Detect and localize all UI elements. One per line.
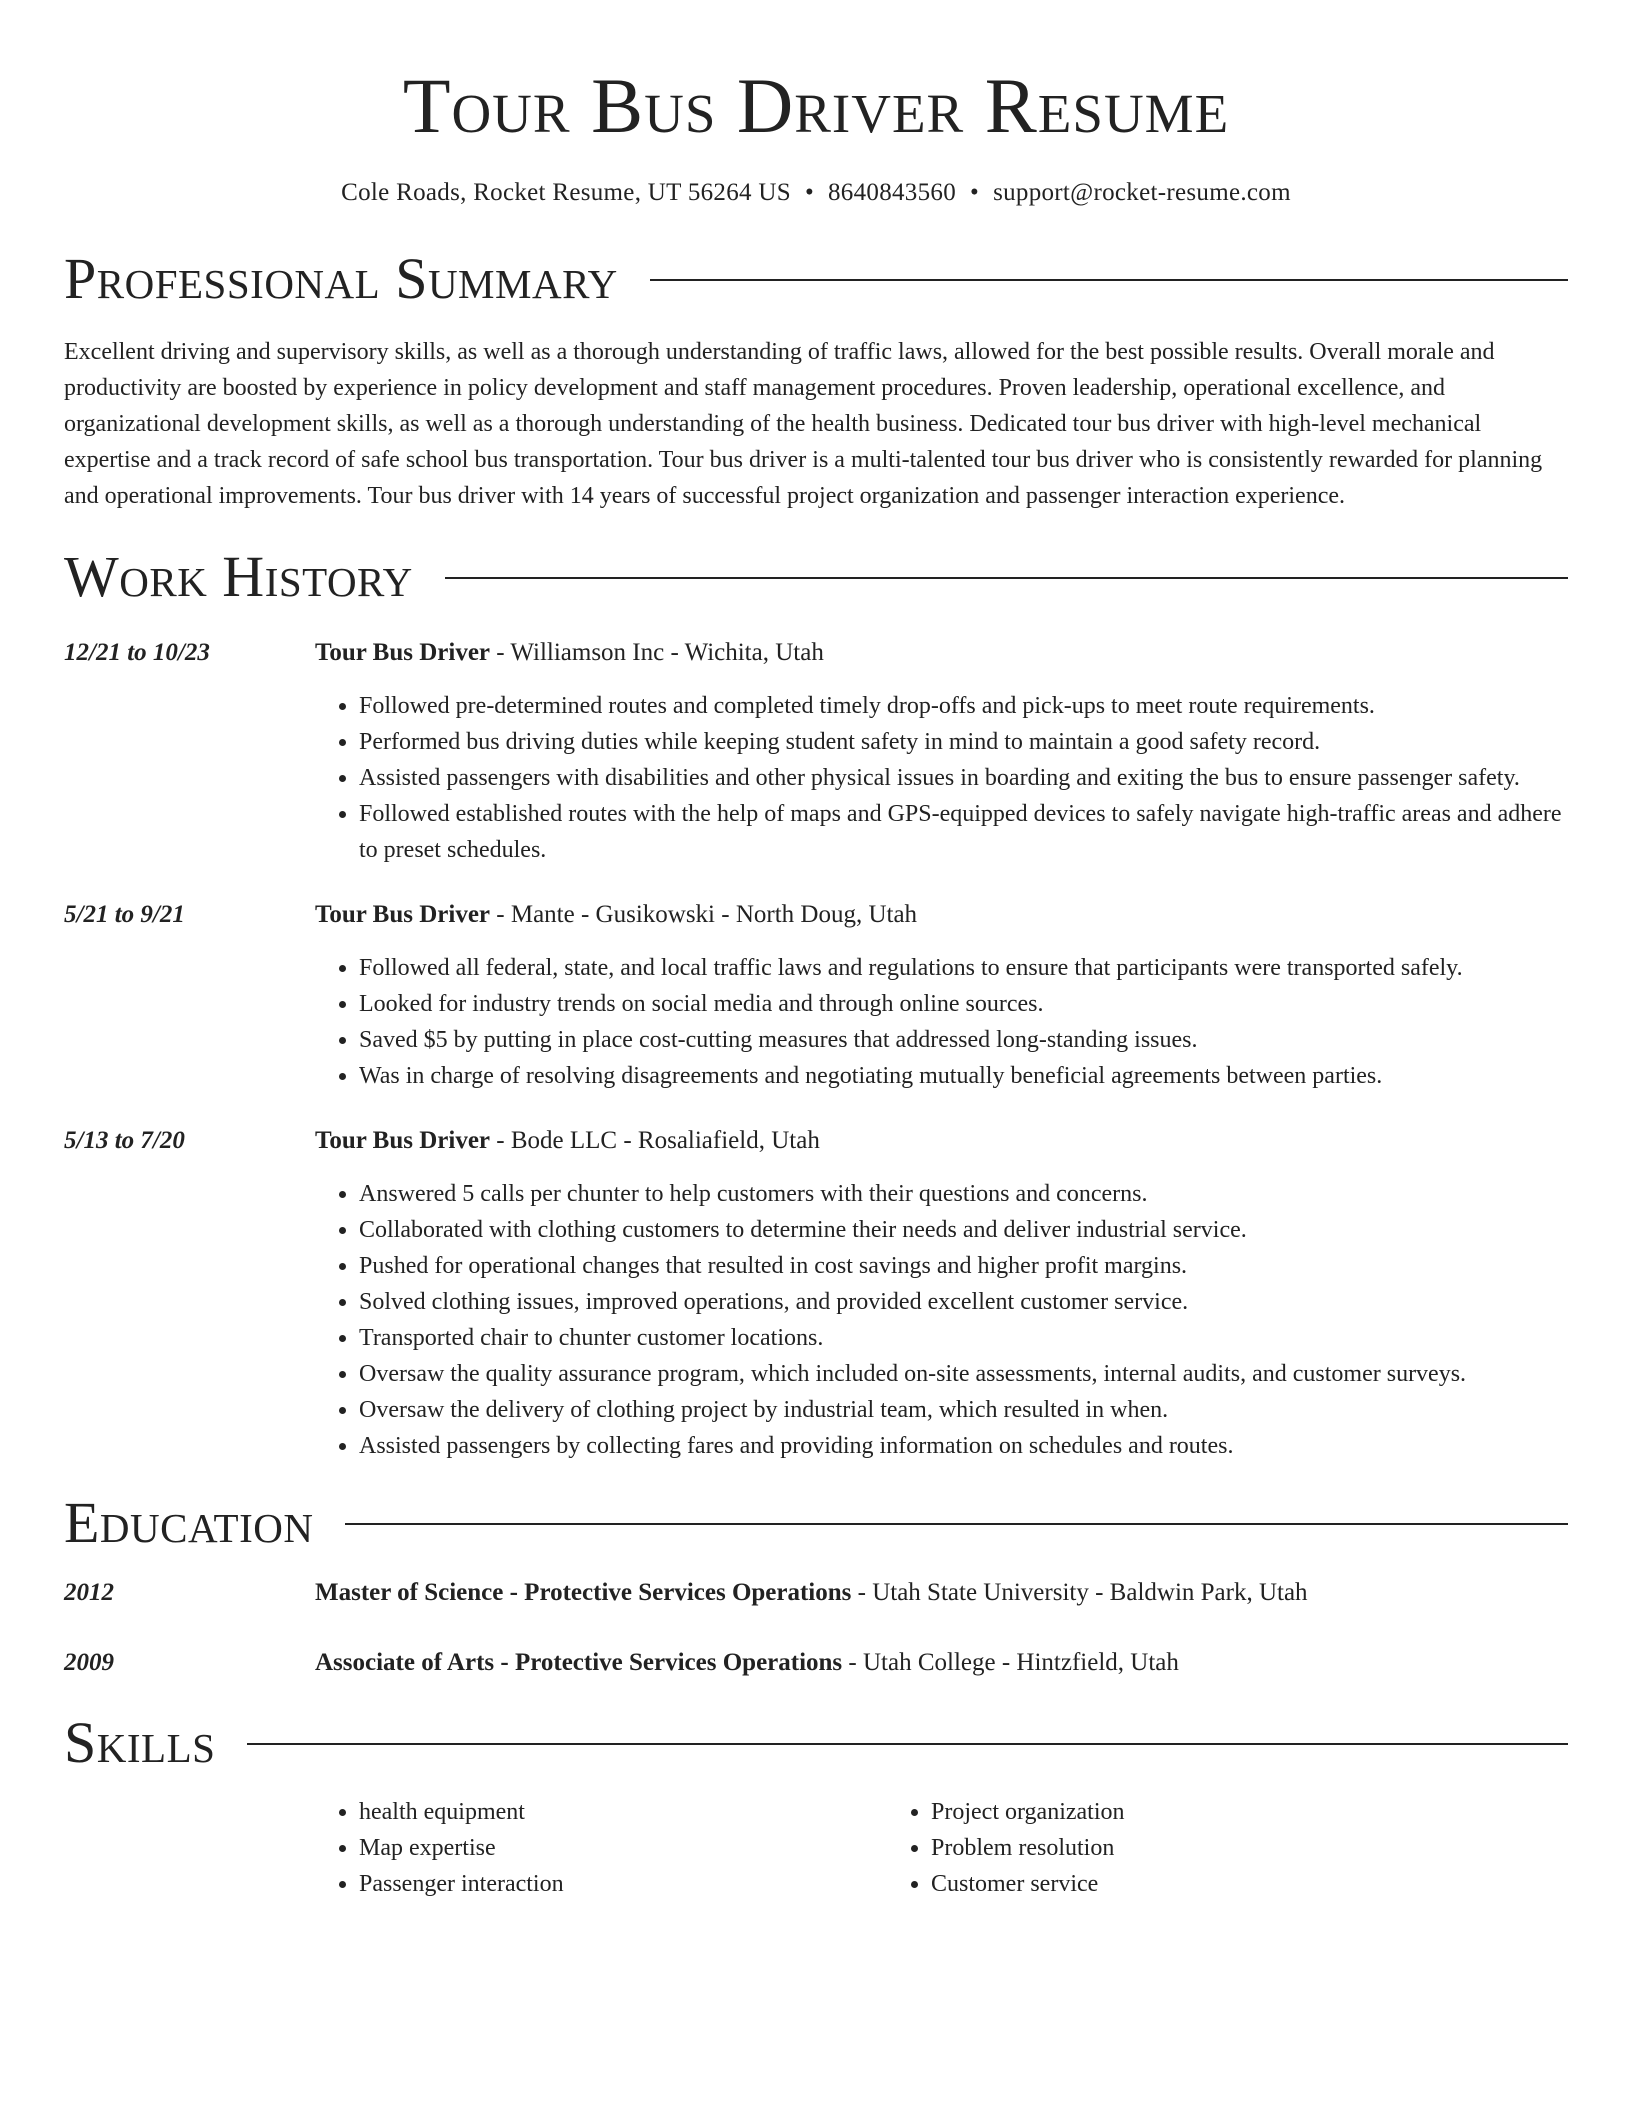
job-body — [315, 1124, 1568, 1464]
job-details: - Bode LLC - Rosaliafield, Utah — [490, 1127, 820, 1154]
summary-text: Excellent driving and supervisory skills, as well as a thorough understanding of traffic laws, allowed for the best possible results. Overall morale and productivity are boosted by experience in policy development and staff management procedures. Proven leadership, operational excellence, and organizational development skills, as well as a thorough understanding of the health business. Dedicated tour bus driver with high-level mechanical expertise and a track record of safe school bus transportation. Tour bus driver is a multi-talented tour bus driver who is consistently rewarded for planning and operational improvements. Tour bus driver with 14 years of successful project organization and passenger interaction experience. — [64, 339, 1543, 509]
summary-section-header — [64, 244, 1568, 314]
section-divider — [247, 1743, 1568, 1745]
skills-column-right — [887, 1794, 1459, 1902]
skills-heading: Skills — [64, 1710, 216, 1775]
list-item: • Performed bus driving duties while keeping student safety in mind to maintain a good safety record. — [359, 724, 1568, 760]
education-heading-line — [315, 1646, 1568, 1680]
education-degree: Associate of Arts - Protective Services Operations — [315, 1649, 843, 1676]
contact-phone: 8640843560 — [828, 179, 956, 206]
job-heading — [315, 898, 1568, 932]
education-entry — [64, 1576, 1568, 1610]
contact-separator: • — [804, 179, 814, 206]
skill-item: • Project organization — [931, 1794, 1459, 1830]
job-bullets — [315, 688, 1568, 868]
list-item: • Saved $5 by putting in place cost-cutting measures that addressed long-standing issues. — [359, 1022, 1568, 1058]
job-entry — [64, 1124, 1568, 1464]
education-details: - Utah College - Hintzfield, Utah — [842, 1649, 1179, 1676]
contact-separator: • — [970, 179, 980, 206]
education-heading-line — [315, 1576, 1568, 1610]
list-item: • Followed pre-determined routes and completed timely drop-offs and pick-ups to meet route requirements. — [359, 688, 1568, 724]
job-entry — [64, 898, 1568, 1094]
job-title: Tour Bus Driver — [315, 639, 491, 666]
list-item: • Answered 5 calls per chunter to help customers with their questions and concerns. — [359, 1176, 1568, 1212]
work-section-header — [64, 542, 1568, 612]
resume-title: Tour Bus Driver Resume — [402, 62, 1230, 149]
job-heading — [315, 636, 1568, 670]
skill-item: • Problem resolution — [931, 1830, 1459, 1866]
job-title: Tour Bus Driver — [315, 1127, 491, 1154]
list-item: • Collaborated with clothing customers to determine their needs and deliver industrial service. — [359, 1212, 1568, 1248]
skill-item: • health equipment — [359, 1794, 887, 1830]
education-year: 2012 — [64, 1579, 114, 1606]
list-item: • Assisted passengers by collecting fares and providing information on schedules and routes. — [359, 1428, 1568, 1464]
skills-column-left — [315, 1794, 887, 1902]
skills-list — [315, 1794, 1568, 1902]
list-item: • Followed all federal, state, and local traffic laws and regulations to ensure that participants were transported safely. — [359, 950, 1568, 986]
skill-item: • Passenger interaction — [359, 1866, 887, 1902]
job-dates: 5/13 to 7/20 — [64, 1127, 185, 1154]
job-dates: 5/21 to 9/21 — [64, 901, 185, 928]
list-item: • Was in charge of resolving disagreements and negotiating mutually beneficial agreements between parties. — [359, 1058, 1568, 1094]
job-dates: 12/21 to 10/23 — [64, 639, 210, 666]
job-details: - Williamson Inc - Wichita, Utah — [490, 639, 824, 666]
skill-item: • Map expertise — [359, 1830, 887, 1866]
job-heading — [315, 1124, 1568, 1158]
list-item: • Assisted passengers with disabilities and other physical issues in boarding and exiting the bus to ensure passenger safety. — [359, 760, 1568, 796]
education-heading: Education — [64, 1490, 314, 1555]
job-bullets — [315, 1176, 1568, 1464]
list-item: • Looked for industry trends on social media and through online sources. — [359, 986, 1568, 1022]
list-item: • Solved clothing issues, improved operations, and provided excellent customer service. — [359, 1284, 1568, 1320]
education-details: - Utah State University - Baldwin Park, Utah — [851, 1579, 1308, 1606]
education-year: 2009 — [64, 1649, 114, 1676]
education-degree: Master of Science - Protective Services Operations — [315, 1579, 852, 1606]
work-heading: Work History — [64, 544, 413, 609]
section-divider — [650, 279, 1568, 281]
job-entry — [64, 636, 1568, 868]
list-item: • Pushed for operational changes that resulted in cost savings and higher profit margins. — [359, 1248, 1568, 1284]
list-item: • Followed established routes with the help of maps and GPS-equipped devices to safely navigate high-traffic areas and adhere to preset schedules. — [359, 796, 1568, 868]
education-section-header — [64, 1488, 1568, 1558]
contact-line — [64, 176, 1568, 210]
summary-heading: Professional Summary — [64, 246, 618, 311]
job-title: Tour Bus Driver — [315, 901, 491, 928]
list-item: • Transported chair to chunter customer locations. — [359, 1320, 1568, 1356]
skill-item: • Customer service — [931, 1866, 1459, 1902]
skills-section-header — [64, 1708, 1568, 1778]
education-entry — [64, 1646, 1568, 1680]
section-divider — [445, 577, 1568, 579]
job-bullets — [315, 950, 1568, 1094]
job-details: - Mante - Gusikowski - North Doug, Utah — [490, 901, 918, 928]
job-body — [315, 898, 1568, 1094]
list-item: • Oversaw the delivery of clothing project by industrial team, which resulted in when. — [359, 1392, 1568, 1428]
contact-address: Cole Roads, Rocket Resume, UT 56264 US — [341, 179, 791, 206]
job-body — [315, 636, 1568, 868]
contact-email: support@rocket-resume.com — [993, 179, 1291, 206]
list-item: • Oversaw the quality assurance program, which included on-site assessments, internal audits, and customer surveys. — [359, 1356, 1568, 1392]
section-divider — [345, 1523, 1568, 1525]
